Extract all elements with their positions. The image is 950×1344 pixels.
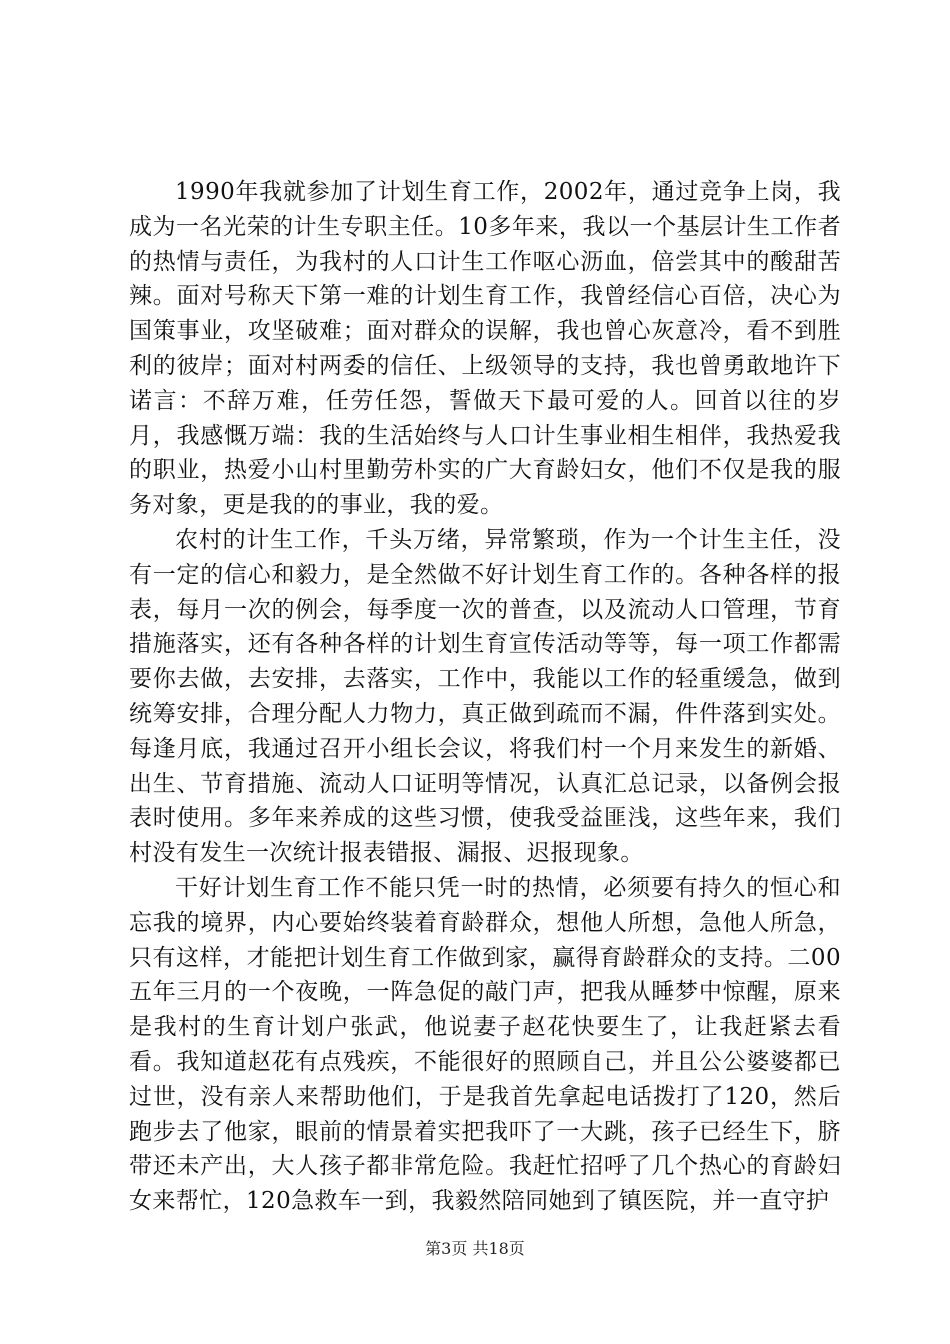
page-footer: 第3页 共18页	[425, 1239, 525, 1258]
paragraph-3: 干好计划生育工作不能只凭一时的热情，必须要有持久的恒心和忘我的境界，内心要始终装着育龄群众，想他人所想，急他人所急，只有这样，才能把计划生育工作做到家，赢得育龄群众的支持。二00五年三月的一个夜晚，一阵急促的敲门声，把我从睡梦中惊醒，原来是我村的生育计划户张武，他说妻子赵花快要生了，让我赶紧去看看。我知道赵花有点残疾，不能很好的照顾自己，并且公公婆婆都已过世，没有亲人来帮助他们，于是我首先拿起电话拨打了120，然后跑步去了他家，眼前的情景着实把我吓了一大跳，孩子已经生下，脐带还未产出，大人孩子都非常危险。我赶忙招呼了几个热心的育龄妇女来帮忙，120急救车一到，我毅然陪同她到了镇医院，并一直守护	[129, 874, 841, 1215]
paragraph-1: 1990年我就参加了计划生育工作，2002年，通过竞争上岗，我成为一名光荣的计生专职主任。10多年来，我以一个基层计生工作者的热情与责任，为我村的人口计生工作呕心沥血，倍尝其中的酸甜苦辣。面对号称天下第一难的计划生育工作，我曾经信心百倍，决心为国策事业，攻坚破难；面对群众的误解，我也曾心灰意冷，看不到胜利的彼岸；面对村两委的信任、上级领导的支持，我也曾勇敢地许下诺言：不辞万难，任劳任怨，誓做天下最可爱的人。回首以往的岁月，我感慨万端：我的生活始终与人口计生事业相生相伴，我热爱我的职业，热爱小山村里勤劳朴实的广大育龄妇女，他们不仅是我的服务对象，更是我的的事业，我的爱。	[129, 179, 841, 519]
document-body	[129, 175, 841, 1219]
paragraph-2: 农村的计生工作，千头万绪，异常繁琐，作为一个计生主任，没有一定的信心和毅力，是全然做不好计划生育工作的。各种各样的报表，每月一次的例会，每季度一次的普查，以及流动人口管理，节育措施落实，还有各种各样的计划生育宣传活动等等，每一项工作都需要你去做，去安排，去落实，工作中，我能以工作的轻重缓急，做到统筹安排，合理分配人力物力，真正做到疏而不漏，件件落到实处。每逢月底，我通过召开小组长会议，将我们村一个月来发生的新婚、出生、节育措施、流动人口证明等情况，认真汇总记录，以备例会报表时使用。多年来养成的这些习惯，使我受益匪浅，这些年来，我们村没有发生一次统计报表错报、漏报、迟报现象。	[129, 526, 841, 867]
